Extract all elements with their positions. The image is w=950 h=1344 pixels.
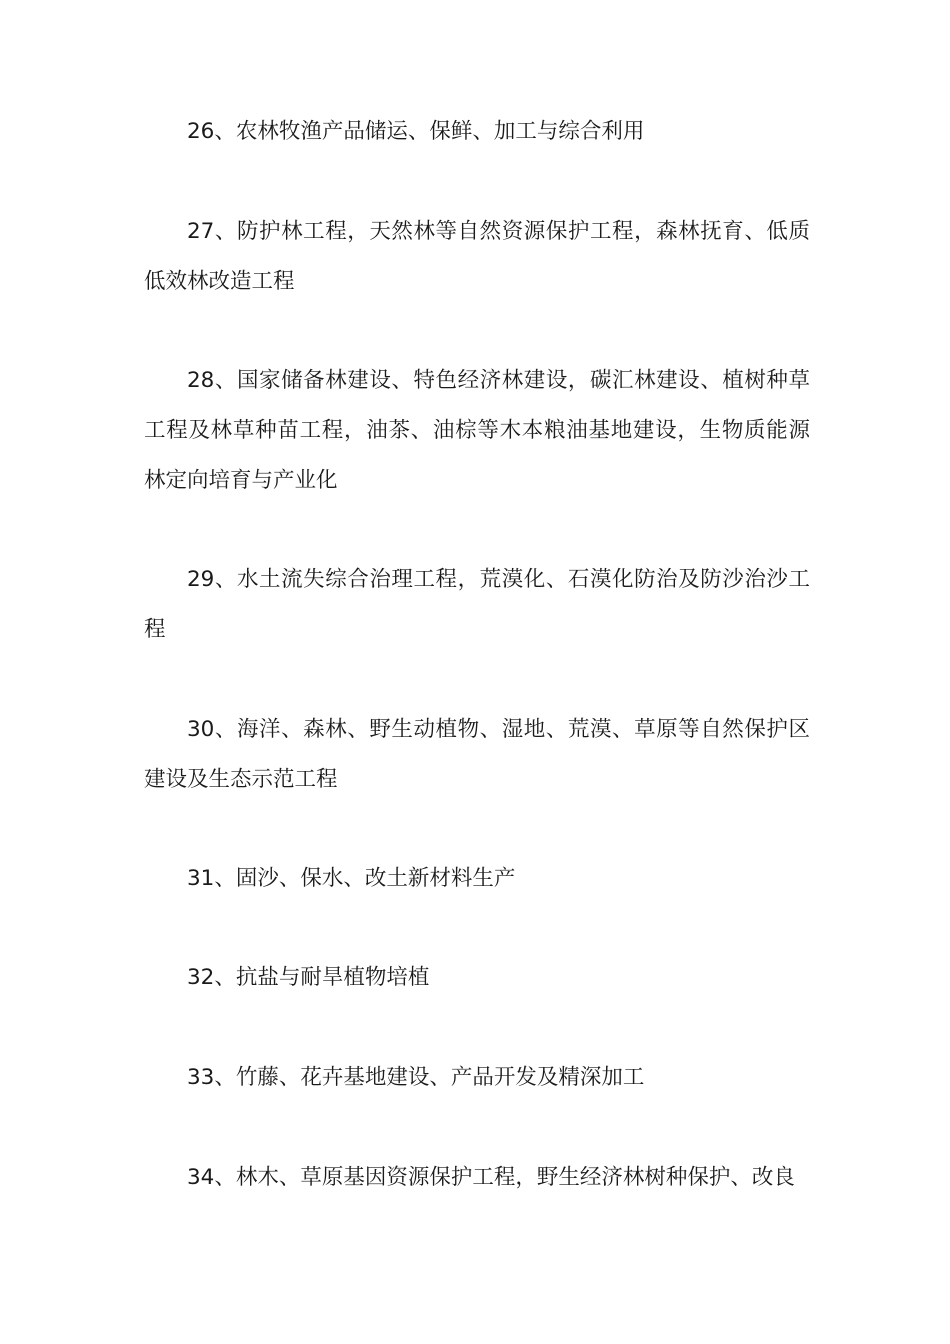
list-item-28: 28、国家储备林建设、特色经济林建设，碳汇林建设、植树种草工程及林草种苗工程，油茶、油棕等木本粮油基地建设，生物质能源林定向培育与产业化 [144, 368, 810, 493]
list-item-29: 29、水土流失综合治理工程，荒漠化、石漠化防治及防沙治沙工程 [144, 567, 810, 642]
list-item-26: 26、农林牧渔产品储运、保鲜、加工与综合利用 [187, 119, 645, 144]
list-item-32: 32、抗盐与耐旱植物培植 [187, 965, 430, 990]
list-item-31: 31、固沙、保水、改土新材料生产 [187, 866, 516, 891]
list-item-27: 27、防护林工程，天然林等自然资源保护工程，森林抚育、低质低效林改造工程 [144, 219, 810, 294]
list-item-34: 34、林木、草原基因资源保护工程，野生经济林树种保护、改良 [187, 1165, 795, 1190]
list-item-33: 33、竹藤、花卉基地建设、产品开发及精深加工 [187, 1065, 645, 1090]
list-item-30: 30、海洋、森林、野生动植物、湿地、荒漠、草原等自然保护区建设及生态示范工程 [144, 717, 810, 792]
